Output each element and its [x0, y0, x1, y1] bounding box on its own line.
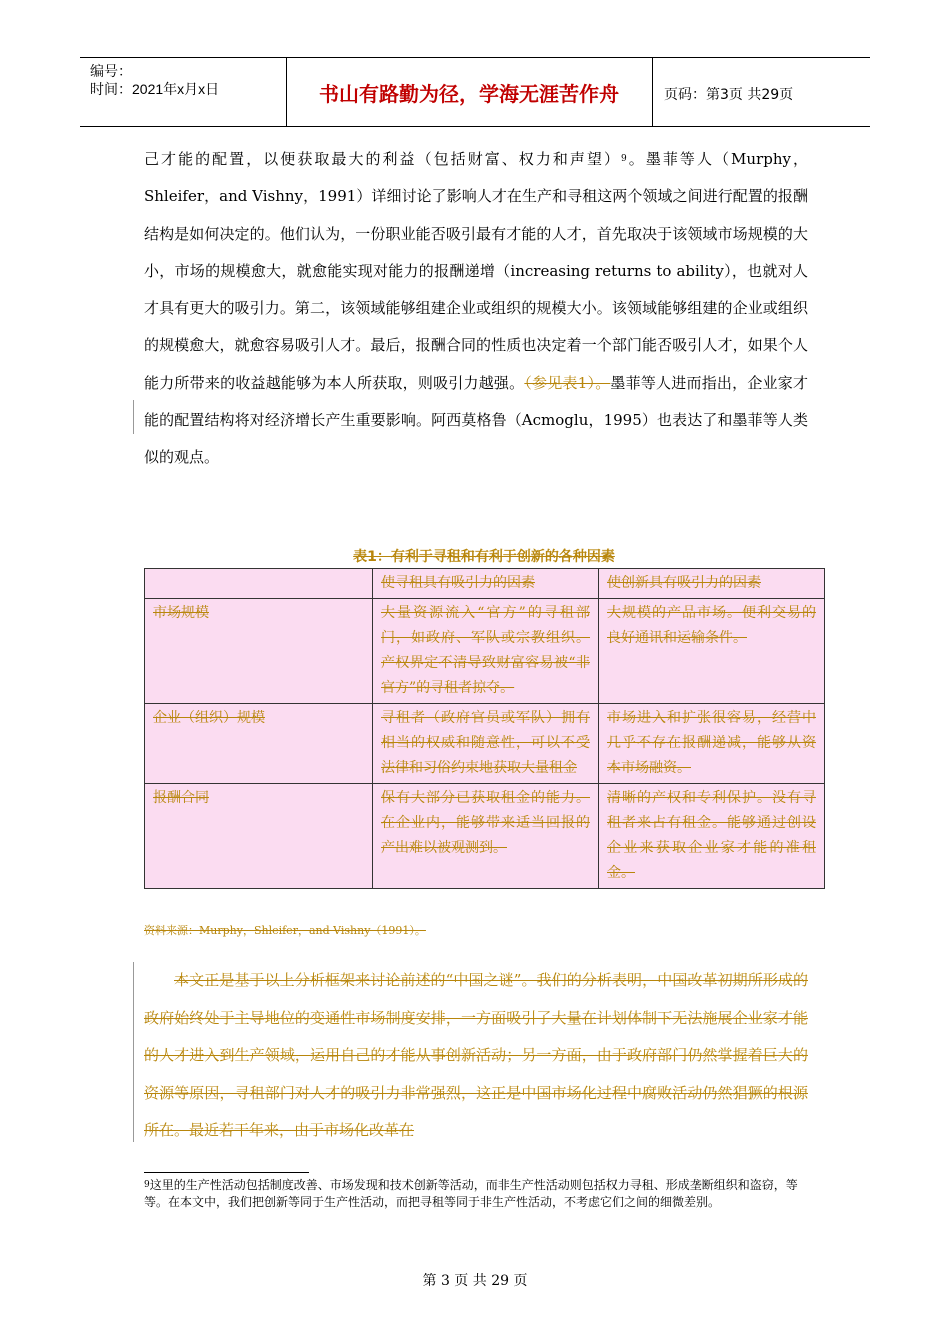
paragraph-text: 墨菲等人进而指出，企业家才能的配置结构将对经济增长产生重要影响。阿西莫格鲁（Acmoglu，1995）也表达了和墨菲等人类似的观点。	[144, 373, 808, 467]
table-header-row	[145, 569, 825, 599]
footnote-text: 这里的生产性活动包括制度改善、市场发现和技术创新等活动，而非生产性活动则包括权力寻租、形成垄断组织和盗窃，等等。在本文中，我们把创新等同于生产性活动，而把寻租等同于非生产性活动，不考虑它们之间的细微差别。	[144, 1178, 798, 1209]
page-footer: 第 3 页 共 29 页	[422, 1273, 528, 1289]
table-header-cell	[145, 569, 373, 599]
doc-number-label: 编号：	[90, 63, 132, 79]
table-cell: 清晰的产权和专利保护。没有寻租者来占有租金。能够通过创设企业来获取企业家才能的准租金。	[599, 784, 825, 889]
doc-date-label: 时间：2021年x月x日	[90, 81, 220, 97]
footnote-number: 9	[144, 1180, 150, 1190]
table-cell: 寻租者（政府官员或军队）拥有相当的权威和随意性，可以不受法律和习俗约束地获取大量租金	[373, 704, 599, 784]
revision-bar	[133, 962, 134, 1142]
table-cell: 报酬合同	[145, 784, 373, 889]
factors-table	[144, 568, 825, 889]
footnote	[144, 1177, 808, 1211]
paragraph-text: 本文正是基于以上分析框架来讨论前述的“中国之谜”。我们的分析表明，中国改革初期所形成的政府始终处于主导地位的变通性市场制度安排，一方面吸引了大量在计划体制下无法施展企业家才能的人才进入到生产领域，运用自己的才能从事创新活动；另一方面，由于政府部门仍然掌握着巨大的资源等原因，寻租部门对人才的吸引力非常强烈，这正是中国市场化过程中腐败活动仍然猖獗的根源所在。最近若干年来，由于市场化改革在	[144, 971, 808, 1139]
revision-bar	[133, 400, 134, 434]
table-row	[145, 784, 825, 889]
footnote-separator	[144, 1172, 309, 1173]
table-cell: 保有大部分已获取租金的能力。在企业内，能够带来适当回报的产出难以被观测到。	[373, 784, 599, 889]
table-cell: 市场规模	[145, 599, 373, 704]
page-header	[80, 57, 870, 127]
table-header-cell: 使寻租具有吸引力的因素	[373, 569, 599, 599]
table-source: 资料来源：Murphy，Shleifer，and Vishny（1991）。	[144, 924, 426, 937]
paragraph-text: 。墨菲等人（Murphy，Shleifer，and Vishny，1991）详细讨论了影响人才在生产和寻租这两个领域之间进行配置的报酬结构是如何决定的。他们认为，一份职业能否吸引最有才能的人才，首先取决于该领域市场规模的大小，市场的规模愈大，就愈能实现对能力的报酬递增（increasing returns to ability），也就对人才具有更大的吸引力。第二，该领域能够组建企业或组织的规模大小。该领域能够组建的企业或组织的规模愈大，就愈容易吸引人才。最后，报酬合同的性质也决定着一个部门能否吸引人才，如果个人能力所带来的收益越能够为本人所获取，则吸引力越强。	[144, 150, 808, 392]
header-motto: 书山有路勤为径，学海无涯苦作舟	[319, 81, 619, 106]
deleted-text: （参见表1）。	[524, 373, 611, 392]
paragraph-text: 己才能的配置，以便获取最大的利益（包括财富、权力和声望）	[144, 150, 622, 168]
footnote-ref[interactable]: 9	[621, 154, 627, 164]
body-paragraph-2	[144, 962, 808, 1150]
table-row	[145, 704, 825, 784]
table-title: 表1：有利于寻租和有利于创新的各种因素	[353, 549, 615, 565]
table-cell: 大量资源流入“官方”的寻租部门，如政府、军队或宗教组织。产权界定不清导致财富容易被“非官方”的寻租者掠夺。	[373, 599, 599, 704]
table-row	[145, 599, 825, 704]
table-header-cell: 使创新具有吸引力的因素	[599, 569, 825, 599]
header-divider	[652, 58, 653, 126]
table-cell: 企业（组织）规模	[145, 704, 373, 784]
header-page-label: 页码：第3页 共29页	[664, 87, 794, 103]
table-cell: 大规模的产品市场。便利交易的良好通讯和运输条件。	[599, 599, 825, 704]
table-cell: 市场进入和扩张很容易，经营中几乎不存在报酬递减，能够从资本市场融资。	[599, 704, 825, 784]
body-paragraph-1	[144, 141, 808, 477]
header-meta	[90, 62, 219, 98]
